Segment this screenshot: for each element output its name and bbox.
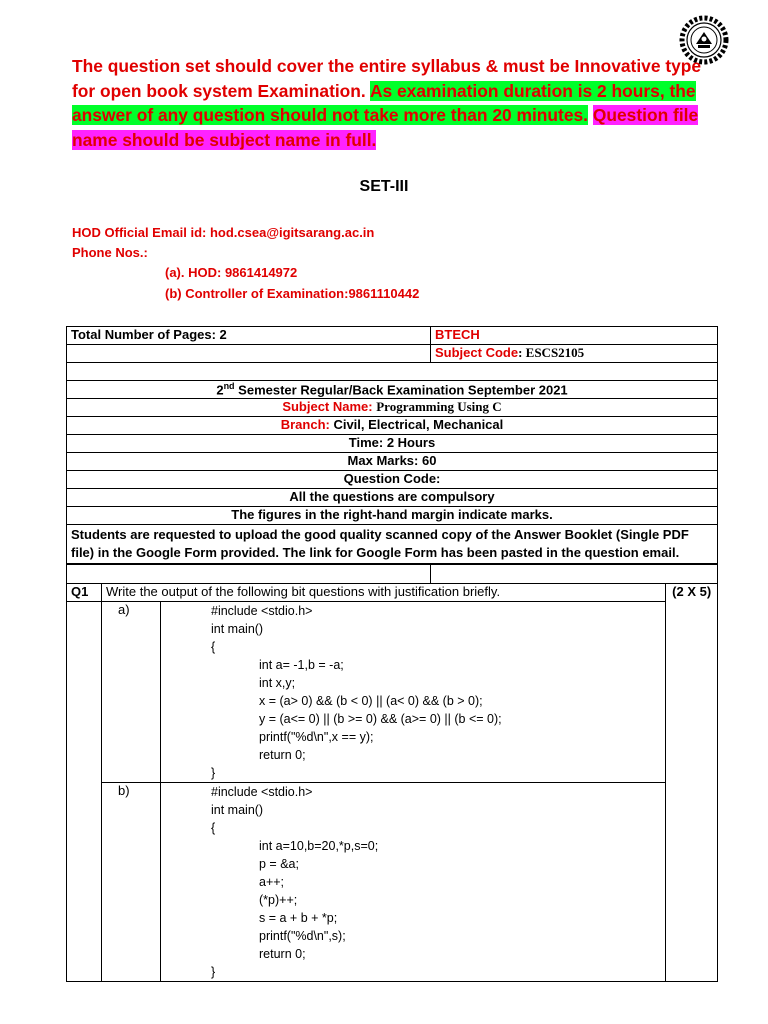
instruction-part-3: Question file name should be subject name in full.	[72, 105, 699, 150]
coe-phone: (b) Controller of Examination:9861110442	[165, 286, 420, 301]
code-line: (*p)++;	[259, 893, 298, 907]
total-pages: Total Number of Pages: 2	[67, 327, 431, 345]
set-title: SET-III	[359, 178, 409, 195]
instruction-paragraph	[72, 54, 712, 152]
exam-time: Time: 2 Hours	[67, 435, 718, 453]
part-b-label: b)	[102, 783, 161, 982]
hod-phone: (a). HOD: 9861414972	[165, 265, 298, 280]
compulsory-note: All the questions are compulsory	[67, 489, 718, 507]
code-line: printf("%d\n",s);	[259, 929, 346, 943]
students-note: Students are requested to upload the good quality scanned copy of the Answer Booklet (Single PDF file) in the Google Form provided. The link for Google Form has been pasted in the question email.	[67, 525, 718, 564]
code-line: a++;	[259, 875, 285, 889]
code-line: {	[211, 821, 216, 835]
subject-name: Subject Name: Programming Using C	[67, 399, 718, 417]
exam-title: 2nd Semester Regular/Back Examination September 2021	[67, 381, 718, 399]
hod-email: HOD Official Email id: hod.csea@igitsarang.ac.in	[72, 225, 375, 240]
question-code: Question Code:	[67, 471, 718, 489]
code-line: int a= -1,b = -a;	[259, 658, 344, 672]
code-line: {	[211, 640, 216, 654]
question-marks: (2 X 5)	[666, 584, 718, 982]
spacer-row	[66, 564, 718, 584]
code-line: y = (a<= 0) || (b >= 0) && (a>= 0) || (b <= 0);	[259, 712, 502, 726]
code-line: int a=10,b=20,*p,s=0;	[259, 839, 379, 853]
code-line: p = &a;	[259, 857, 299, 871]
part-a-code	[161, 602, 666, 783]
code-line: #include <stdio.h>	[211, 604, 313, 618]
instruction-part-2: As examination duration is 2 hours, the answer of any question should not take more than 20 minutes.	[72, 80, 696, 125]
code-line: int x,y;	[259, 676, 296, 690]
part-b-code	[161, 783, 666, 982]
code-line: return 0;	[259, 748, 306, 762]
code-line: #include <stdio.h>	[211, 785, 313, 799]
code-line: x = (a> 0) && (b < 0) || (a< 0) && (b > 0);	[259, 694, 483, 708]
code-line: return 0;	[259, 947, 306, 961]
part-a-label: a)	[102, 602, 161, 783]
code-line: s = a + b + *p;	[259, 911, 338, 925]
question-text: Write the output of the following bit questions with justification briefly.	[102, 584, 666, 602]
code-line: }	[211, 965, 216, 979]
code-line: printf("%d\n",x == y);	[259, 730, 374, 744]
instruction-part-1: The question set should cover the entire syllabus & must be Innovative type for open book system Examination.	[72, 56, 702, 101]
question-number: Q1	[67, 584, 102, 602]
code-line: int main()	[211, 803, 264, 817]
phone-label: Phone Nos.:	[72, 245, 148, 260]
subject-code: Subject Code: ESCS2105	[431, 345, 718, 363]
code-line: int main()	[211, 622, 264, 636]
question-1-table	[66, 583, 718, 982]
code-line: }	[211, 766, 216, 780]
degree: BTECH	[431, 327, 718, 345]
max-marks: Max Marks: 60	[67, 453, 718, 471]
branch: Branch: Civil, Electrical, Mechanical	[67, 417, 718, 435]
marks-note: The figures in the right-hand margin indicate marks.	[67, 507, 718, 525]
exam-header-table	[66, 326, 718, 564]
